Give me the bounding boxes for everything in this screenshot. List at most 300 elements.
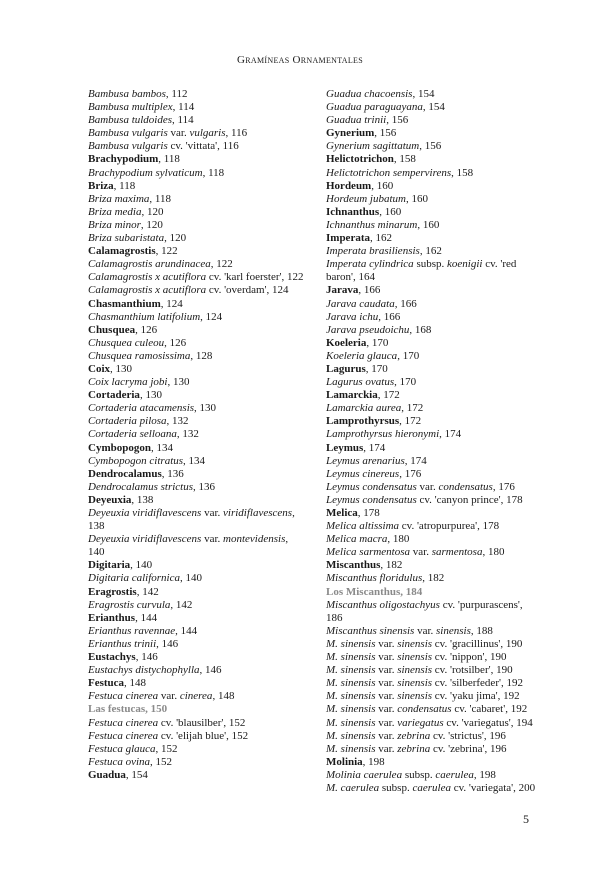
entry-text: , 198 <box>362 755 385 768</box>
species-name: Deyeuxia viridiflavescens <box>88 507 202 519</box>
genus-name: Brachypodium <box>88 153 159 166</box>
genus-name: Lamprothyrsus <box>326 415 400 428</box>
entry-text: , 168 <box>409 323 432 336</box>
species-name: sinensis <box>397 677 433 690</box>
genus-name: Ichnanthus <box>326 205 380 218</box>
index-entry <box>326 481 540 494</box>
section-heading: Las festucas, 150 <box>88 703 168 716</box>
species-name: M. sinensis <box>326 690 376 703</box>
species-name: Bambusa multiplex <box>88 101 173 114</box>
index-entry <box>326 533 540 546</box>
index-entry <box>88 468 306 481</box>
entry-text: , 166 <box>358 284 381 297</box>
index-entry <box>88 232 306 245</box>
species-name: Festuca glauca <box>88 742 156 755</box>
index-entry <box>326 690 540 703</box>
index-entry <box>88 402 306 415</box>
index-entry <box>326 651 540 664</box>
species-name: M. sinensis <box>326 664 376 677</box>
species-name: Calamagrostis arundinacea <box>88 258 211 271</box>
index-entry <box>88 415 306 428</box>
entry-text: , 118 <box>202 166 225 179</box>
entry-text: , 114 <box>172 101 195 114</box>
index-entry <box>326 599 540 625</box>
index-entry <box>88 298 306 311</box>
entry-text: 138 <box>88 520 105 533</box>
index-entry <box>326 350 540 363</box>
species-name: Bambusa tuldoides <box>88 114 173 127</box>
species-name: viridiflavescens <box>223 507 293 519</box>
entry-text: , 112 <box>165 88 188 100</box>
species-name: condensatus <box>438 480 493 493</box>
entry-text: cv. 'overdam', 124 <box>206 284 289 297</box>
entry-text: , 170 <box>397 349 420 362</box>
entry-text: , 130 <box>110 362 132 375</box>
genus-name: Gynerium <box>326 127 375 140</box>
entry-text: , 118 <box>158 153 180 166</box>
species-name: Helictotrichon sempervirens <box>326 166 452 179</box>
index-entry <box>88 206 306 219</box>
entry-text: var. <box>375 664 398 677</box>
entry-text: , 124 <box>160 297 183 310</box>
entry-text: , 114 <box>172 114 194 127</box>
entry-text: , 182 <box>380 559 403 572</box>
entry-text: var. <box>375 703 398 716</box>
entry-text: baron', 164 <box>326 271 376 284</box>
species-name: Leymus arenarius <box>326 454 405 467</box>
index-entry <box>326 586 540 599</box>
species-name: Leymus cinereus <box>326 467 400 480</box>
index-entry <box>88 743 306 756</box>
entry-text: , 134 <box>150 441 173 454</box>
index-entry <box>326 127 540 140</box>
index-entry <box>88 101 306 114</box>
species-name: Miscanthus sinensis <box>326 624 415 637</box>
index-entry <box>88 114 306 127</box>
index-entry <box>88 677 306 690</box>
genus-name: Coix <box>88 362 110 375</box>
entry-text: , 166 <box>394 297 417 310</box>
entry-text: cv. 'red <box>482 258 517 271</box>
species-name: koenigii <box>447 258 483 271</box>
entry-text: cv. 'strictus', 196 <box>430 729 506 742</box>
genus-name: Chasmanthium <box>88 297 161 310</box>
entry-text: cv. 'zebrina', 196 <box>430 742 507 755</box>
index-entry <box>326 337 540 350</box>
entry-text: , 140 <box>179 572 202 585</box>
index-entry <box>88 363 306 376</box>
species-name: sinensis <box>397 637 433 650</box>
index-entry <box>326 769 540 782</box>
genus-name: Chusquea <box>88 323 136 336</box>
species-name: Lamarckia aurea <box>326 402 402 415</box>
entry-text: cv. 'cabaret', 192 <box>451 703 528 716</box>
entry-text: , 144 <box>175 624 198 637</box>
index-entry <box>326 572 540 585</box>
entry-text: , 136 <box>193 480 216 493</box>
entry-text: , 120 <box>140 218 163 231</box>
entry-text: , 118 <box>149 192 172 205</box>
species-name: Leymus condensatus <box>326 493 417 506</box>
index-entry <box>88 769 306 782</box>
index-entry <box>88 546 306 559</box>
index-entry <box>326 363 540 376</box>
entry-text: cv. 'vittata', 116 <box>167 140 239 153</box>
species-name: M. sinensis <box>326 637 376 650</box>
index-entry <box>326 389 540 402</box>
entry-text: , 146 <box>156 637 179 650</box>
species-name: Briza minor <box>88 218 141 231</box>
entry-text: cv. 'blausilber', 152 <box>158 716 246 729</box>
entry-text: , 144 <box>135 611 158 624</box>
entry-text: , 142 <box>136 585 159 598</box>
species-name: Coix lacryma jobi <box>88 376 168 389</box>
entry-text: , 148 <box>212 690 235 703</box>
entry-text: cv. 'purpurascens', 186 <box>326 598 523 624</box>
entry-text: , 122 <box>210 258 233 271</box>
entry-text: , 174 <box>404 454 427 467</box>
entry-text: cv. 'karl foerster', 122 <box>206 271 304 284</box>
genus-name: Dendrocalamus <box>88 467 162 480</box>
entry-text: , 162 <box>419 245 442 258</box>
species-name: Erianthus trinii <box>88 637 157 650</box>
species-name: Calamagrostis x acutiflora <box>88 284 207 297</box>
species-name: Chasmanthium latifolium <box>88 310 201 323</box>
genus-name: Jarava <box>326 284 359 297</box>
index-entry <box>326 101 540 114</box>
species-name: Bambusa vulgaris <box>88 140 168 153</box>
index-entry <box>326 638 540 651</box>
species-name: Bambusa bambos <box>88 88 166 100</box>
index-entry <box>326 468 540 481</box>
genus-name: Miscanthus <box>326 559 381 572</box>
index-entry <box>88 586 306 599</box>
index-entry <box>88 703 306 716</box>
entry-text: var. <box>158 690 180 703</box>
index-entry <box>326 193 540 206</box>
index-entry <box>326 743 540 756</box>
entry-text: , 174 <box>363 441 386 454</box>
entry-text: cv. 'canyon prince', 178 <box>416 493 523 506</box>
species-name: Jarava caudata <box>326 297 395 310</box>
index-entry <box>326 180 540 193</box>
entry-text: , 174 <box>439 428 462 441</box>
species-name: Leymus condensatus <box>326 480 417 493</box>
index-entry <box>88 442 306 455</box>
index-entry <box>326 206 540 219</box>
entry-text: var. <box>375 651 398 664</box>
species-name: caerulea <box>435 768 474 781</box>
species-name: Melica macra <box>326 533 388 546</box>
index-entry <box>326 88 540 101</box>
index-column-right <box>326 88 540 795</box>
index-entry <box>88 153 306 166</box>
species-name: Eragrostis curvula <box>88 598 171 611</box>
species-name: Molinia caerulea <box>326 768 403 781</box>
entry-text: , 148 <box>124 677 147 690</box>
index-entry <box>88 638 306 651</box>
entry-text: cv. 'variegatus', 194 <box>443 716 533 729</box>
entry-text: var. <box>416 480 439 493</box>
entry-text: 140 <box>88 546 105 559</box>
entry-text: , 132 <box>176 428 199 441</box>
index-entry <box>326 298 540 311</box>
species-name: Lagurus ovatus <box>326 376 395 389</box>
species-name: Festuca ovina <box>88 755 151 768</box>
entry-text: , 138 <box>131 493 154 506</box>
genus-name: Leymus <box>326 441 364 454</box>
genus-name: Molinia <box>326 755 363 768</box>
running-header: Gramíneas Ornamentales <box>237 54 363 66</box>
index-entry <box>88 337 306 350</box>
index-entry <box>326 756 540 769</box>
entry-text: , 158 <box>451 166 474 179</box>
species-name: Briza subaristata <box>88 232 165 245</box>
index-entry <box>88 428 306 441</box>
entry-text: subsp. <box>379 781 413 794</box>
entry-text: var. <box>201 507 224 519</box>
index-entry <box>88 88 306 101</box>
genus-name: Lagurus <box>326 362 366 375</box>
entry-text: , 162 <box>370 232 392 245</box>
index-entry <box>326 559 540 572</box>
species-name: Cortaderia selloana <box>88 428 177 441</box>
entry-text: cv. 'elijah blue', 152 <box>158 729 249 742</box>
index-entry <box>326 258 540 271</box>
entry-text: , 170 <box>365 362 388 375</box>
entry-text: var. <box>375 637 398 650</box>
entry-text: , 166 <box>378 310 401 323</box>
entry-text: , 154 <box>125 768 148 781</box>
genus-name: Eragrostis <box>88 585 137 598</box>
species-name: Cortaderia atacamensis <box>88 402 195 415</box>
species-name: Miscanthus oligostachyus <box>326 598 440 611</box>
entry-text: , 198 <box>473 768 496 781</box>
genus-name: Cymbopogon <box>88 441 151 454</box>
species-name: vulgaris <box>189 127 226 140</box>
index-entry <box>326 271 540 284</box>
entry-text: , 160 <box>405 192 428 205</box>
entry-text: var. <box>375 729 398 742</box>
index-entry <box>88 271 306 284</box>
index-entry <box>326 232 540 245</box>
index-entry <box>88 219 306 232</box>
index-entry <box>88 690 306 703</box>
index-entry <box>88 455 306 468</box>
entry-text: , 126 <box>135 323 158 336</box>
species-name: M. sinensis <box>326 716 376 729</box>
page-number: 5 <box>523 812 529 826</box>
index-entry <box>88 756 306 769</box>
entry-text: subsp. <box>402 768 436 781</box>
entry-text: cv. 'atropurpurea', 178 <box>399 520 500 533</box>
index-entry <box>326 494 540 507</box>
index-entry <box>88 311 306 324</box>
species-name: Gynerium sagittatum <box>326 140 420 153</box>
entry-text: var. <box>410 546 432 559</box>
index-entry <box>326 520 540 533</box>
entry-text: , 118 <box>113 179 136 192</box>
entry-text: , 152 <box>155 742 178 755</box>
entry-text: , 156 <box>374 127 397 140</box>
entry-text: , 180 <box>387 533 410 546</box>
genus-name: Helictotrichon <box>326 153 394 166</box>
index-entry <box>326 402 540 415</box>
entry-text: , 152 <box>150 755 173 768</box>
entry-text: , 130 <box>139 389 162 402</box>
entry-text: , 176 <box>399 467 422 480</box>
genus-name: Calamagrostis <box>88 245 156 258</box>
section-heading: Los Miscanthus, 184 <box>326 585 423 598</box>
entry-text: , 176 <box>492 480 515 493</box>
entry-text: , 120 <box>141 205 164 218</box>
index-entry <box>88 507 306 520</box>
species-name: Koeleria glauca <box>326 349 398 362</box>
species-name: Melica altissima <box>326 520 400 533</box>
entry-text: , 142 <box>170 598 193 611</box>
species-name: variegatus <box>397 716 444 729</box>
entry-text: , 126 <box>164 336 187 349</box>
index-entry <box>326 415 540 428</box>
entry-text: cv. 'rotsilber', 190 <box>432 664 513 677</box>
index-entry <box>326 245 540 258</box>
index-entry <box>88 127 306 140</box>
species-name: Guadua trinii <box>326 114 387 127</box>
index-entry <box>326 153 540 166</box>
species-name: sinensis <box>436 624 471 637</box>
entry-text: , <box>285 533 289 546</box>
index-entry <box>326 717 540 730</box>
genus-name: Koeleria <box>326 336 367 349</box>
entry-text: , 156 <box>386 114 409 127</box>
index-entry <box>88 245 306 258</box>
genus-name: Deyeuxia <box>88 493 132 506</box>
species-name: M. sinensis <box>326 651 376 664</box>
entry-text: var. <box>375 690 398 703</box>
entry-text: , 158 <box>393 153 416 166</box>
species-name: M. sinensis <box>326 703 376 716</box>
index-entry <box>326 140 540 153</box>
index-entry <box>88 717 306 730</box>
species-name: M. caerulea <box>326 781 380 794</box>
species-name: Deyeuxia viridiflavescens <box>88 533 202 546</box>
entry-text: , <box>292 507 295 519</box>
index-entry <box>88 258 306 271</box>
species-name: condensatus <box>397 703 452 716</box>
entry-text: var. <box>201 533 224 546</box>
species-name: montevidensis <box>223 533 286 546</box>
entry-text: , 160 <box>371 179 394 192</box>
species-name: Eustachys distychophylla <box>88 664 200 677</box>
entry-text: , 154 <box>412 88 435 100</box>
genus-name: Hordeum <box>326 179 372 192</box>
entry-text: , 160 <box>379 205 402 218</box>
index-entry <box>326 625 540 638</box>
index-entry <box>326 284 540 297</box>
entry-text: , 120 <box>164 232 187 245</box>
index-entry <box>326 114 540 127</box>
index-entry <box>88 140 306 153</box>
entry-text: cv. 'yaku jima', 192 <box>432 690 520 703</box>
index-entry <box>326 219 540 232</box>
species-name: sinensis <box>397 651 433 664</box>
species-name: Briza media <box>88 205 142 218</box>
species-name: sinensis <box>397 664 433 677</box>
index-entry <box>326 428 540 441</box>
entry-text: var. <box>414 624 437 637</box>
species-name: Imperata cylindrica <box>326 258 414 271</box>
entry-text: cv. 'gracillinus', 190 <box>432 637 523 650</box>
entry-text: , 146 <box>199 664 222 677</box>
species-name: Jarava pseudoichu <box>326 323 410 336</box>
entry-text: , 116 <box>225 127 248 140</box>
index-entry <box>326 442 540 455</box>
species-name: Ichnanthus minarum <box>326 218 418 231</box>
index-entry <box>88 599 306 612</box>
entry-text: var. <box>167 127 190 140</box>
species-name: Jarava ichu <box>326 310 379 323</box>
index-entry <box>88 625 306 638</box>
index-entry <box>88 572 306 585</box>
index-column-left <box>88 88 306 782</box>
species-name: M. sinensis <box>326 729 376 742</box>
index-entry <box>326 782 540 795</box>
species-name: Imperata brasiliensis <box>326 245 420 258</box>
index-entry <box>326 167 540 180</box>
species-name: M. sinensis <box>326 677 376 690</box>
index-entry <box>326 324 540 337</box>
entry-text: , 136 <box>161 467 184 480</box>
entry-text: , 172 <box>399 415 422 428</box>
entry-text: , 132 <box>166 415 189 428</box>
index-entry <box>88 180 306 193</box>
species-name: Guadua paraguayana <box>326 101 423 114</box>
genus-name: Guadua <box>88 768 126 781</box>
species-name: Briza maxima <box>88 192 150 205</box>
entry-text: , 178 <box>357 507 380 519</box>
entry-text: subsp. <box>413 258 447 271</box>
entry-text: , 130 <box>194 402 217 415</box>
entry-text: , 172 <box>377 389 400 402</box>
species-name: Miscanthus floridulus <box>326 572 423 585</box>
species-name: zebrina <box>397 742 431 755</box>
entry-text: var. <box>375 716 398 729</box>
species-name: Hordeum jubatum <box>326 192 406 205</box>
species-name: Chusquea culeou <box>88 336 165 349</box>
index-entry <box>88 494 306 507</box>
species-name: Lamprothyrsus hieronymi <box>326 428 440 441</box>
index-entry <box>88 730 306 743</box>
index-entry <box>326 546 540 559</box>
species-name: cinerea <box>179 690 213 703</box>
index-entry <box>88 193 306 206</box>
entry-text: , 146 <box>135 651 158 664</box>
index-entry <box>326 703 540 716</box>
entry-text: , 122 <box>155 245 178 258</box>
species-name: Guadua chacoensis <box>326 88 413 100</box>
species-name: Chusquea ramosissima <box>88 349 191 362</box>
entry-text: cv. 'nippon', 190 <box>432 651 507 664</box>
index-entry <box>88 533 306 546</box>
index-entry <box>88 651 306 664</box>
entry-text: , 130 <box>167 376 190 389</box>
entry-text: , 124 <box>200 310 223 323</box>
species-name: caerulea <box>412 781 451 794</box>
entry-text: cv. 'silberfeder', 192 <box>432 677 523 690</box>
entry-text: , 170 <box>366 336 389 349</box>
species-name: Digitaria californica <box>88 572 180 585</box>
index-entry <box>88 284 306 297</box>
